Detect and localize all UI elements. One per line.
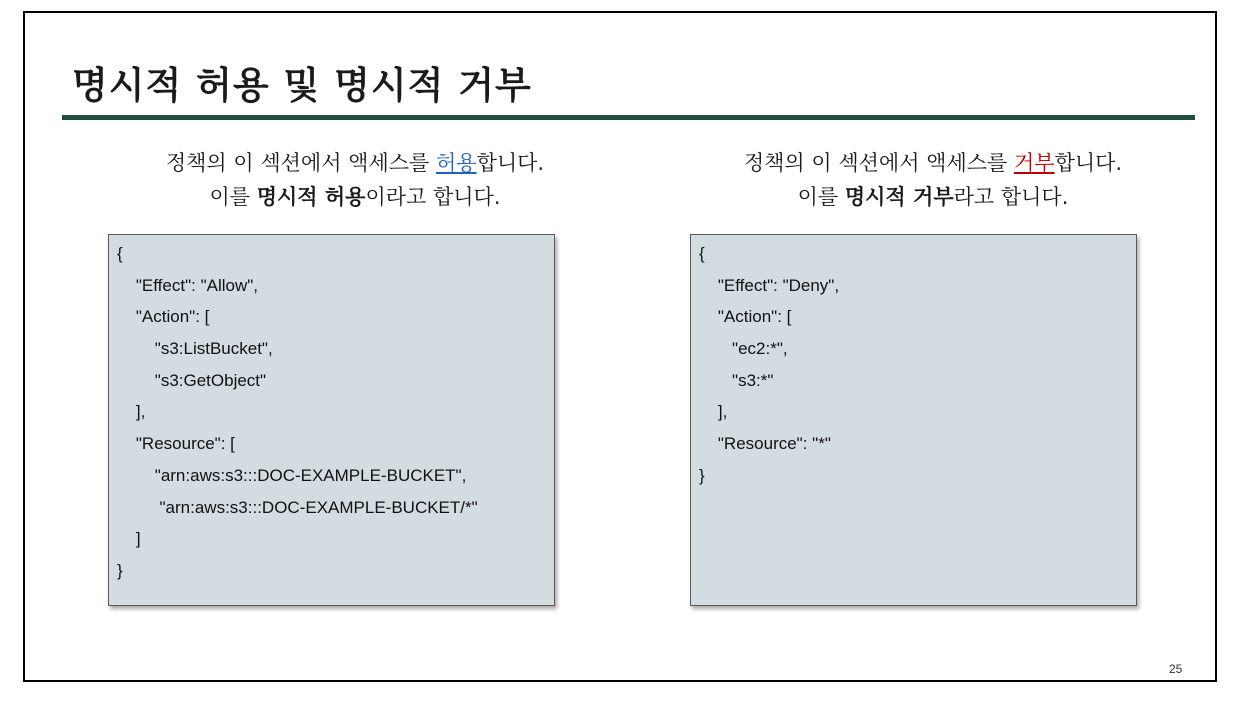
code-line: "arn:aws:s3:::DOC-EXAMPLE-BUCKET/*" bbox=[117, 497, 478, 517]
deny-caption-text-end: 합니다. bbox=[1054, 151, 1123, 175]
code-line: ], bbox=[117, 402, 146, 422]
allow-policy-code-block bbox=[108, 234, 555, 606]
allow-caption-line2-pre: 이를 bbox=[209, 185, 257, 209]
code-line: "s3:*" bbox=[699, 370, 774, 390]
slide bbox=[23, 11, 1217, 682]
deny-policy-code-block bbox=[690, 234, 1137, 606]
allow-caption-text-end: 합니다. bbox=[476, 151, 545, 175]
code-line: "Resource": "*" bbox=[699, 434, 831, 454]
allow-highlight-word: 허용 bbox=[436, 151, 477, 175]
slide-title: 명시적 허용 및 명시적 거부 bbox=[72, 64, 532, 107]
code-line: { bbox=[117, 244, 123, 263]
page-number: 25 bbox=[1169, 662, 1183, 676]
deny-caption-line2-pre: 이를 bbox=[797, 185, 845, 209]
allow-caption-line2-post: 이라고 합니다. bbox=[365, 185, 501, 209]
title-divider bbox=[62, 115, 1195, 120]
code-line: ] bbox=[117, 529, 141, 549]
code-line: "Effect": "Allow", bbox=[117, 275, 258, 295]
code-line: "Action": [ bbox=[699, 307, 792, 327]
code-line: "s3:ListBucket", bbox=[117, 339, 273, 359]
code-line: { bbox=[699, 244, 705, 263]
deny-caption bbox=[653, 146, 1213, 214]
code-line: "Action": [ bbox=[117, 307, 210, 327]
allow-caption bbox=[75, 146, 635, 214]
deny-highlight-word: 거부 bbox=[1014, 151, 1055, 175]
deny-caption-text: 정책의 이 섹션에서 액세스를 bbox=[743, 151, 1014, 175]
code-line: } bbox=[117, 560, 123, 580]
code-line: "ec2:*", bbox=[699, 339, 788, 359]
code-line: } bbox=[699, 465, 705, 485]
code-line: "s3:GetObject" bbox=[117, 370, 267, 390]
code-line: "arn:aws:s3:::DOC-EXAMPLE-BUCKET", bbox=[117, 465, 467, 485]
code-line: ], bbox=[699, 402, 728, 422]
allow-caption-bold: 명시적 허용 bbox=[256, 185, 366, 209]
deny-caption-line2-post: 라고 합니다. bbox=[953, 185, 1069, 209]
code-line: "Effect": "Deny", bbox=[699, 275, 840, 295]
deny-caption-bold: 명시적 거부 bbox=[844, 185, 954, 209]
allow-caption-text: 정책의 이 섹션에서 액세스를 bbox=[165, 151, 436, 175]
code-line: "Resource": [ bbox=[117, 434, 235, 454]
